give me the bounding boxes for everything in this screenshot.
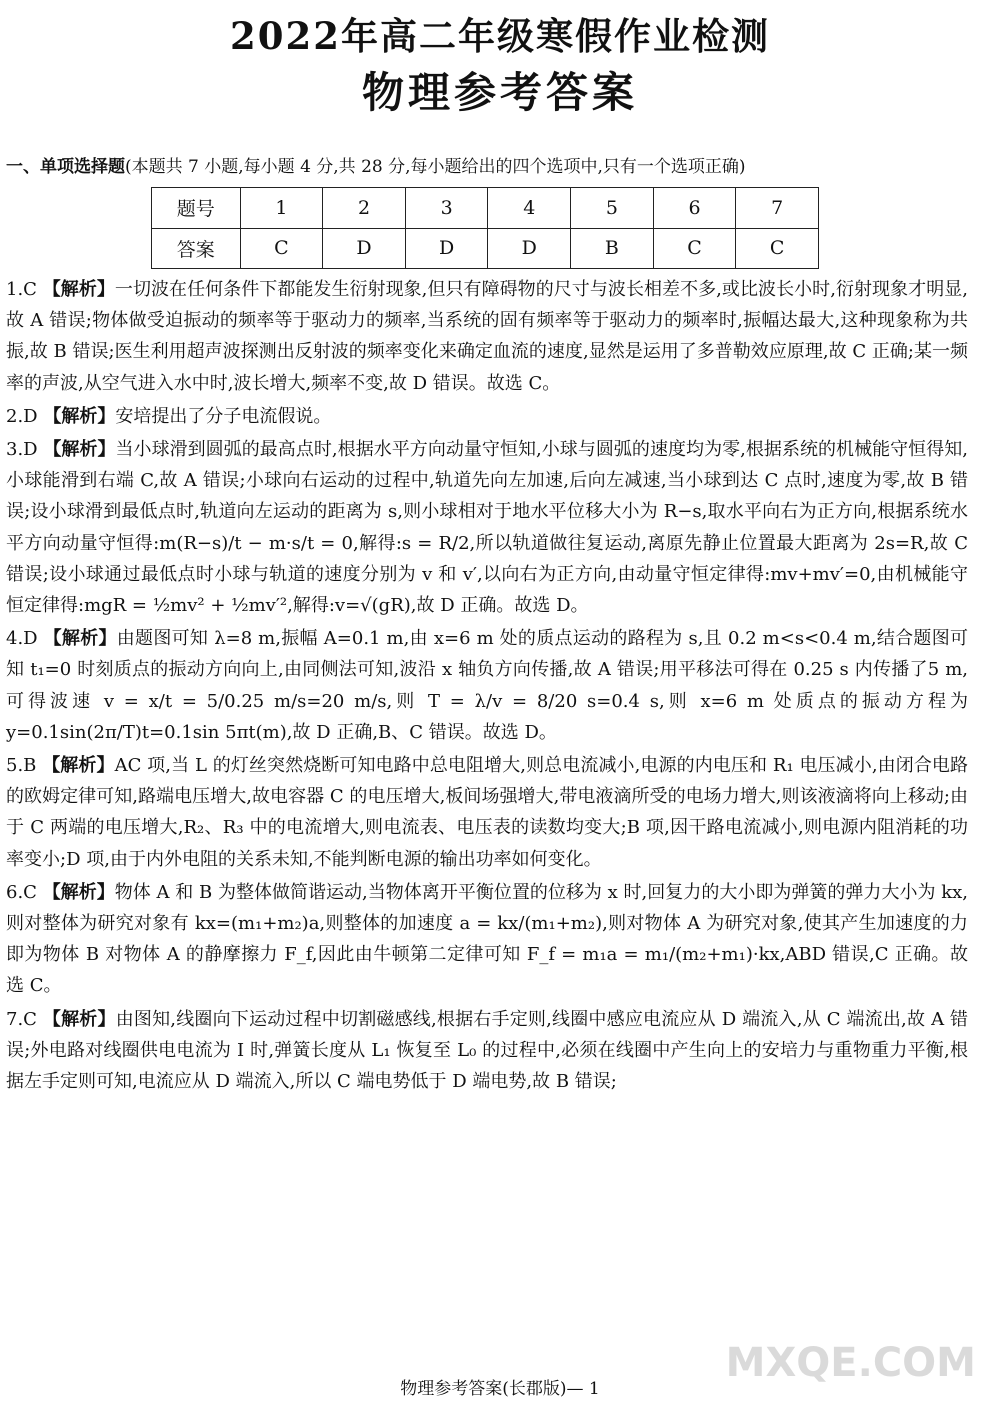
page-footer: 物理参考答案(长郡版)— 1 [400, 1379, 600, 1399]
solution-item [6, 274, 968, 399]
solution-text: 当小球滑到圆弧的最高点时,根据水平方向动量守恒知,小球与圆弧的速度均为零,根据系统的机械能守恒得知,小球能滑到右端 C,故 A 错误;小球向右运动的过程中,轨道先向左加速,后向左减速,当小球到达 C 点时,速度为零,故 B 错误;设小球滑到最低点时,轨道向左运动的距离为 s,则小球相对于地水平位移大小为 R−s,取水平向右为正方向,根据系统水平方向动量守恒得:m(R−s)/t − m·s/t = 0,解得:s = R/2,所以轨道做往复运动,离原先静止位置最大距离为 2s=R,故 C 错误;设小球通过最低点时小球与轨道的速度分别为 v 和 v′,以向右为正方向,由动量守恒定律得:mv+mv′=0,由机械能守恒定律得:mgR = ½mv² + ½mv′²,解得:v=√(gR),故 D 正确。故选 D。 [6, 439, 968, 617]
table-row [152, 228, 819, 269]
page-subtitle: 物理参考答案 [361, 68, 638, 117]
question-number-cell: 2 [323, 188, 406, 229]
solution-item [6, 434, 968, 621]
solution-id: 6.C [6, 881, 37, 903]
solution-text: AC 项,当 L 的灯丝突然烧断可知电路中总电阻增大,则总电流减小,电源的内电压和 R₁ 电压减小,由闭合电路的欧姆定律可知,路端电压增大,故电容器 C 的电压增大,板间场强增大,带电液滴所受的电场力增大,则该液滴将向上移动;由于 C 两端的电压增大,R₂、R₃ 中的电流增大,则电流表、电压表的读数均变大;B 项,因干路电流减小,则电源内阻消耗的功率变小;D 项,由于内外电阻的关系未知,不能判断电源的输出功率如何变化。 [6, 755, 969, 870]
solution-id: 7.C [6, 1008, 37, 1030]
analysis-tag: 【解析】 [42, 755, 115, 777]
analysis-tag: 【解析】 [43, 405, 116, 427]
question-number-cell: 3 [405, 188, 488, 229]
solution-id: 3.D [6, 439, 38, 461]
analysis-tag: 【解析】 [43, 439, 116, 461]
section-heading [6, 152, 746, 177]
question-number-cell: 6 [653, 188, 736, 229]
solution-id: 1.C [6, 279, 37, 300]
analysis-tag: 【解析】 [42, 881, 115, 903]
solution-item [6, 750, 968, 875]
table-header-cell: 答案 [152, 228, 241, 269]
question-number-cell: 1 [240, 188, 323, 229]
section-heading-note: (本题共 7 小题,每小题 4 分,共 28 分,每小题给出的四个选项中,只有一个选项正确) [125, 157, 746, 177]
solution-id: 2.D [6, 405, 38, 427]
answer-cell: D [488, 228, 571, 269]
answer-cell: D [323, 228, 406, 269]
solution-text: 由图知,线圈向下运动过程中切割磁感线,根据右手定则,线圈中感应电流应从 D 端流入,从 C 端流出,故 A 错误;外电路对线圈供电电流为 I 时,弹簧长度从 L₁ 恢复至 L₀ 的过程中,必须在线圈中产生向上的安培力与重物重力平衡,根据左手定则可知,电流应从 D 端流入,所以 C 端电势低于 D 端电势,故 B 错误; [6, 1008, 968, 1093]
solution-text: 由题图可知 λ=8 m,振幅 A=0.1 m,由 x=6 m 处的质点运动的路程为 s,且 0.2 m<s<0.4 m,结合题图可知 t₁=0 时刻质点的振动方向向上,由同侧法可知,波沿 x 轴负方向传播,故 A 错误;用平移法可得在 0.25 s 内传播了5 m,可得波速 v = x/t = 5/0.25 m/s=20 m/s,则 T = λ/v = 8/20 s=0.4 s,则 x=6 m 处质点的振动方程为 y=0.1sin(2π/T)t=0.1sin 5πt(m),故 D 正确,B、C 错误。故选 D。 [6, 628, 968, 743]
page-title: 2022年高二年级寒假作业检测 [230, 14, 770, 58]
analysis-tag: 【解析】 [42, 1008, 116, 1030]
watermark-logo: MXQE.COM [725, 1340, 976, 1386]
question-number-cell: 7 [736, 188, 819, 229]
solution-item [6, 877, 968, 1002]
answer-cell: B [571, 228, 654, 269]
solution-text: 物体 A 和 B 为整体做简谐运动,当物体离开平衡位置的位移为 x 时,回复力的大小即为弹簧的弹力大小为 kx,则对整体为研究对象有 kx=(m₁+m₂)a,则整体的加速度 a = kx/(m₁+m₂),则对物体 A 为研究对象,使其产生加速度的力即为物体 B 对物体 A 的静摩擦力 F_f,因此由牛顿第二定律可知 F_f = m₁a = m₁/(m₂+m₁)·kx,ABD 错误,C 正确。故选 C。 [6, 881, 968, 997]
solution-item [6, 623, 968, 748]
answer-cell: D [405, 228, 488, 269]
solution-item [6, 401, 968, 432]
answer-table [151, 187, 819, 269]
question-number-cell: 4 [488, 188, 571, 229]
analysis-tag: 【解析】 [42, 279, 115, 300]
analysis-tag: 【解析】 [43, 628, 117, 650]
table-header-cell: 题号 [152, 188, 241, 229]
section-heading-label: 一、单项选择题 [6, 157, 125, 177]
solution-text: 安培提出了分子电流假说。 [115, 405, 332, 427]
answer-cell: C [240, 228, 323, 269]
answer-cell: C [653, 228, 736, 269]
solution-text: 一切波在任何条件下都能发生衍射现象,但只有障碍物的尺寸与波长相差不多,或比波长小时,衍射现象才明显,故 A 错误;物体做受迫振动的频率等于驱动力的频率,当系统的固有频率等于驱动力的频率时,振幅达最大,这种现象称为共振,故 B 错误;医生利用超声波探测出反射波的频率变化来确定血流的速度,显然是运用了多普勒效应原理,故 C 正确;某一频率的声波,从空气进入水中时,波长增大,频率不变,故 D 错误。故选 C。 [6, 279, 969, 394]
solution-list [6, 274, 968, 1099]
solution-id: 5.B [6, 755, 37, 777]
answer-cell: C [736, 228, 819, 269]
table-row [152, 188, 819, 229]
solution-item [6, 1004, 968, 1098]
solution-id: 4.D [6, 628, 38, 650]
question-number-cell: 5 [571, 188, 654, 229]
